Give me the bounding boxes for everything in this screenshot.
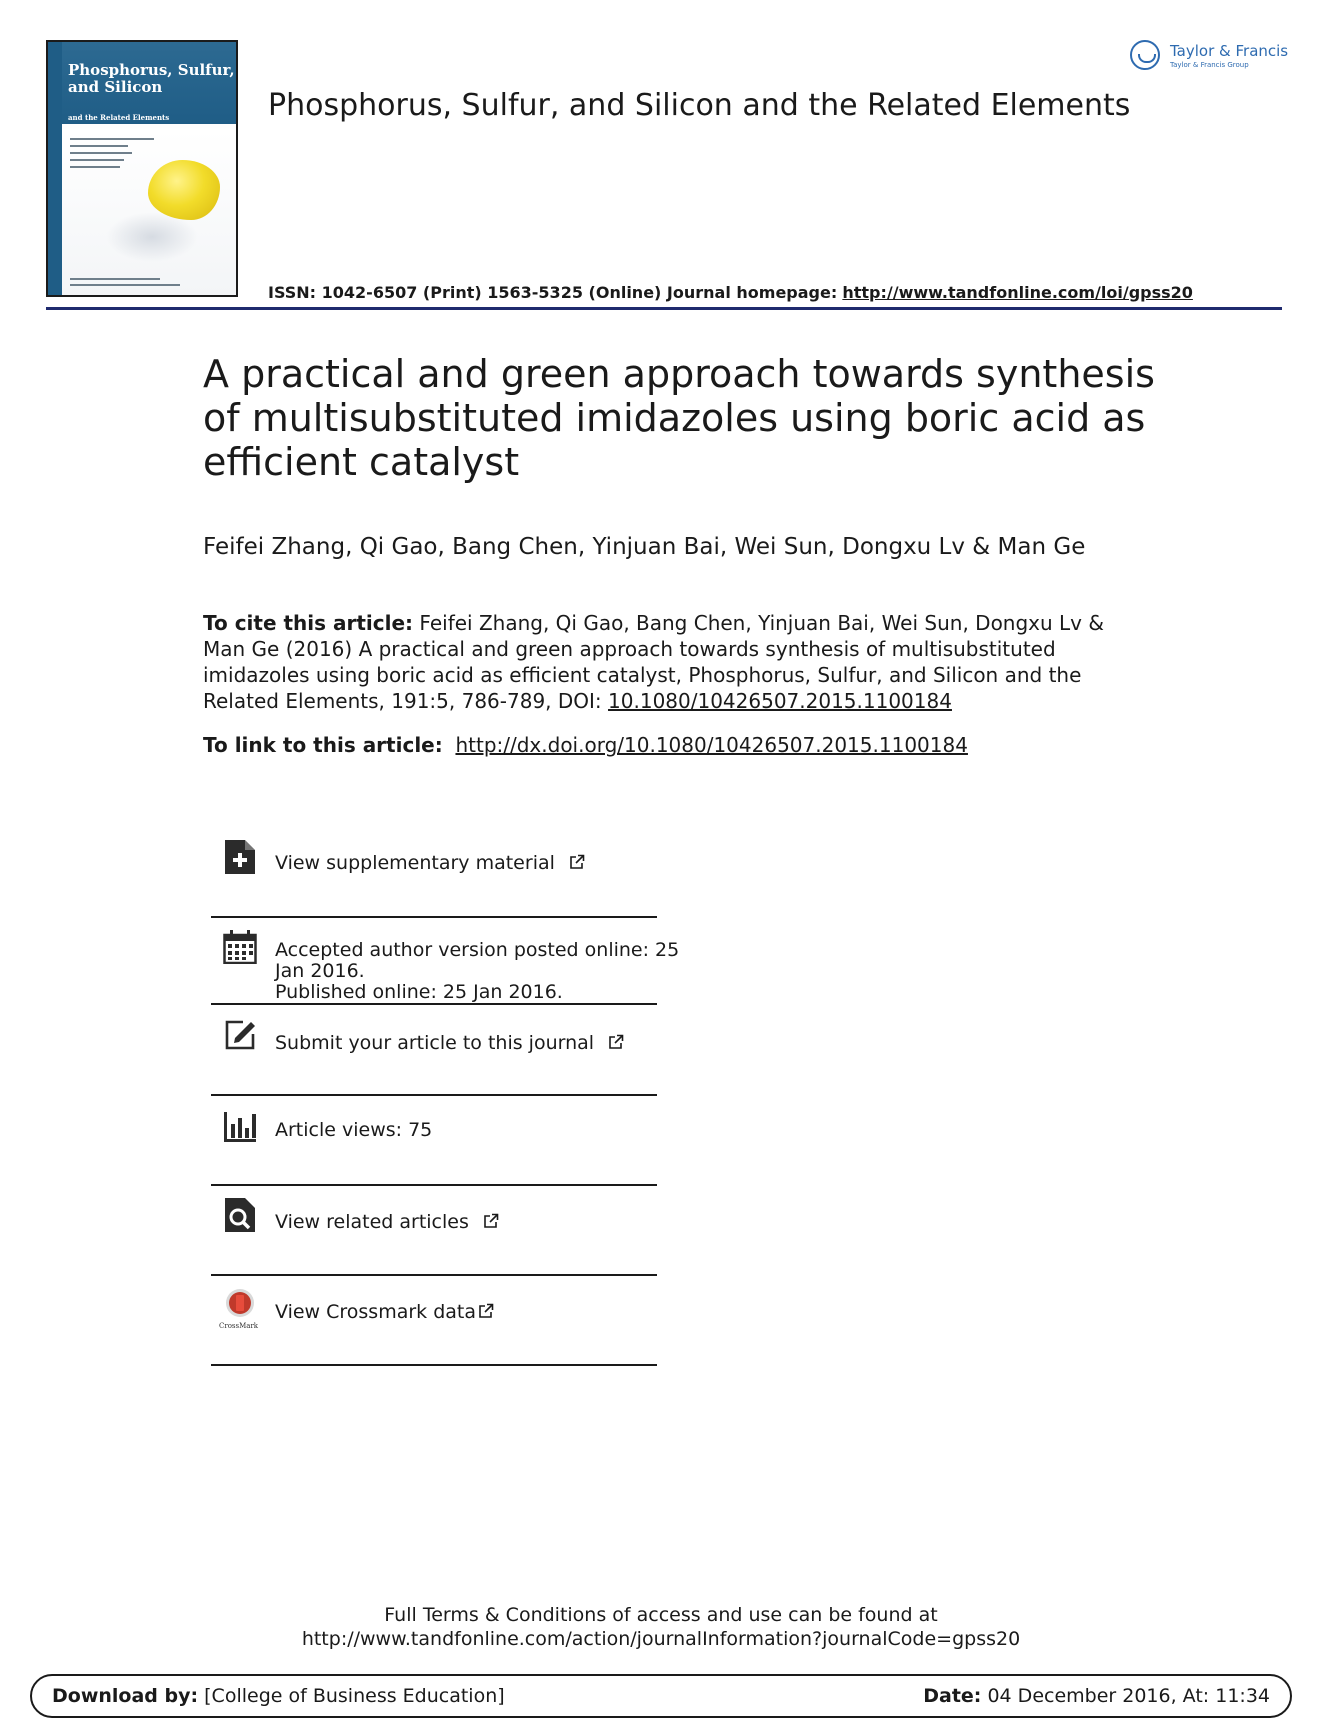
bar-chart-icon bbox=[223, 1110, 257, 1144]
download-institution: [College of Business Education] bbox=[204, 1685, 505, 1707]
citation-block bbox=[203, 610, 1143, 714]
publication-dates-row bbox=[211, 930, 680, 1004]
publisher-name: Taylor & Francis bbox=[1170, 42, 1289, 60]
journal-cover-image bbox=[46, 40, 238, 297]
related-articles-link[interactable]: View related articles bbox=[275, 1211, 469, 1233]
article-link-line bbox=[203, 733, 968, 757]
header-divider bbox=[46, 307, 1282, 310]
doi-link[interactable]: 10.1080/10426507.2015.1100184 bbox=[608, 689, 952, 713]
terms-url[interactable]: http://www.tandfonline.com/action/journalInformation?journalCode=gpss20 bbox=[301, 1628, 1021, 1650]
lamp-icon bbox=[1130, 40, 1160, 70]
publisher-logo bbox=[1130, 40, 1290, 76]
accepted-date: Accepted author version posted online: 25 bbox=[275, 939, 680, 961]
download-info-bar bbox=[30, 1674, 1292, 1718]
download-label: Download by: bbox=[52, 1685, 199, 1707]
submit-article-link[interactable]: Submit your article to this journal bbox=[275, 1032, 595, 1054]
crossmark-label: CrossMark bbox=[219, 1322, 259, 1330]
published-date: Published online: 25 Jan 2016. bbox=[275, 981, 563, 1003]
issn-line bbox=[268, 283, 1193, 302]
article-doi-url[interactable]: http://dx.doi.org/10.1080/10426507.2015.1100184 bbox=[455, 733, 968, 757]
article-views: Article views: 75 bbox=[275, 1119, 433, 1141]
terms-line-1: Full Terms & Conditions of access and use can be found at bbox=[384, 1604, 938, 1626]
date-label: Date: bbox=[923, 1685, 982, 1707]
cite-label: To cite this article: bbox=[203, 611, 414, 635]
edit-icon bbox=[223, 1018, 257, 1052]
article-title: A practical and green approach towards synthesis of multisubstituted imidazoles using boric acid as efficient catalyst bbox=[203, 352, 1155, 484]
terms-and-conditions bbox=[0, 1603, 1322, 1651]
crossmark-link[interactable]: View Crossmark data bbox=[275, 1301, 477, 1323]
journal-title: Phosphorus, Sulfur, and Silicon and the Related Elements bbox=[268, 88, 1131, 123]
crossmark-row[interactable] bbox=[211, 1288, 657, 1368]
calendar-icon bbox=[223, 930, 257, 964]
submit-row[interactable] bbox=[211, 1018, 657, 1098]
cite-text: Feifei Zhang, Qi Gao, Bang Chen, Yinjuan Bai, Wei Sun, Dongxu Lv & Man Ge (2016) A practical and green approach towards synthesis of multisubstituted imidazoles using boric acid as efficient catalyst, Phosphorus, Sulfur, and Silicon and the Related Elements, 191:5, 786-789, DOI: bbox=[203, 611, 1104, 713]
download-date: 04 December 2016, At: 11:34 bbox=[987, 1685, 1270, 1707]
cover-title: Phosphorus, Sulfur, and Silicon bbox=[68, 61, 235, 96]
views-row bbox=[211, 1108, 657, 1188]
link-label: To link to this article: bbox=[203, 733, 443, 757]
external-link-icon bbox=[608, 1034, 624, 1050]
file-search-icon bbox=[223, 1198, 257, 1232]
external-link-icon bbox=[478, 1303, 494, 1319]
cover-subtitle: and the Related Elements bbox=[68, 113, 170, 122]
supplementary-link[interactable]: View supplementary material bbox=[275, 852, 555, 874]
article-authors: Feifei Zhang, Qi Gao, Bang Chen, Yinjuan Bai, Wei Sun, Dongxu Lv & Man Ge bbox=[203, 534, 1086, 560]
accepted-date-cont: Jan 2016. bbox=[275, 960, 365, 982]
related-row[interactable] bbox=[211, 1198, 657, 1278]
external-link-icon bbox=[569, 854, 585, 870]
file-plus-icon bbox=[223, 840, 257, 874]
crossmark-icon bbox=[219, 1288, 259, 1332]
issn-text: ISSN: 1042-6507 (Print) 1563-5325 (Online) Journal homepage: bbox=[268, 283, 838, 302]
external-link-icon bbox=[483, 1213, 499, 1229]
supplementary-row[interactable] bbox=[211, 838, 657, 918]
publisher-group: Taylor & Francis Group bbox=[1170, 61, 1249, 69]
journal-homepage-link[interactable]: http://www.tandfonline.com/loi/gpss20 bbox=[842, 283, 1193, 302]
